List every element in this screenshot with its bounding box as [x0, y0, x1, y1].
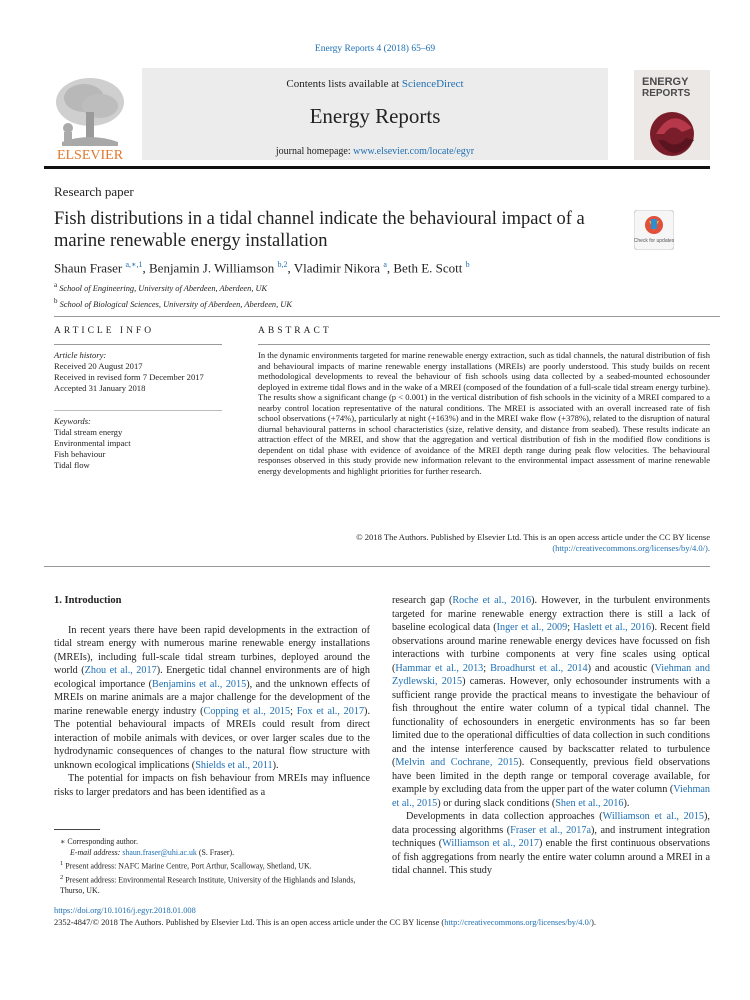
citation-link[interactable]: Copping et al., 2015	[203, 705, 291, 717]
license-link[interactable]: (http://creativecommons.org/licenses/by/4.0/).	[552, 542, 710, 553]
citation-link[interactable]: Fraser et al., 2017a	[510, 824, 591, 836]
keyword: Fish behaviour	[54, 449, 106, 459]
article-history	[54, 350, 222, 394]
citation-link[interactable]: Fox et al., 2017	[296, 705, 365, 717]
footnote-text: Present address: NAFC Marine Centre, Port Arthur, Scalloway, Shetland, UK.	[65, 861, 312, 871]
affiliation-text: School of Biological Sciences, University of Aberdeen, Aberdeen, UK	[59, 299, 292, 309]
author-name: Shaun Fraser	[54, 260, 123, 276]
article-info-heading: ARTICLE INFO	[54, 326, 155, 336]
affiliation-sup: b	[54, 296, 58, 305]
citation-link[interactable]: Zhou et al., 2017	[84, 665, 157, 676]
section-heading: 1. Introduction	[54, 595, 122, 606]
citation-link[interactable]: Melvin and Cochrane, 2015	[395, 757, 519, 768]
author-list: Shaun Fraser $^{a,∗,1}$, Benjamin J. Williamson $^{b,2}$, Vladimir Nikora $^a$, Beth E. Scott $^b$	[54, 260, 470, 276]
author-name: Benjamin J. Williamson	[149, 260, 275, 276]
affiliation	[54, 295, 292, 311]
homepage-link[interactable]: www.elsevier.com/locate/egyr	[353, 146, 475, 157]
body-paragraph: The potential for impacts on fish behaviour from MREIs may influence risks to larger predators and has been identified as a	[54, 773, 370, 798]
keywords-rule	[54, 410, 222, 411]
crossmark-icon	[634, 210, 674, 250]
footnote-text: Present address: Environmental Research Institute, University of the Highlands and Islands, Thurso, UK.	[60, 875, 356, 896]
header-rule	[44, 166, 710, 169]
journal-cover	[634, 70, 710, 160]
author-sup[interactable]: b	[465, 260, 470, 269]
citation-link[interactable]: Williamson et al., 2017	[442, 838, 540, 849]
keyword: Tidal flow	[54, 460, 90, 470]
publisher-logo-text: ELSEVIER	[56, 148, 124, 162]
contents-prefix: Contents lists available at	[286, 78, 402, 90]
history-item: Received in revised form 7 December 2017	[54, 372, 204, 382]
footnote-email	[54, 847, 370, 858]
affiliations	[54, 279, 292, 311]
citation-link[interactable]: Broadhurst et al., 2014	[490, 662, 588, 674]
section-rule	[258, 344, 710, 345]
cover-title-line-1: ENERGY	[642, 76, 689, 88]
abstract-copyright	[258, 532, 710, 553]
history-item: Accepted 31 January 2018	[54, 383, 146, 393]
elsevier-logo	[44, 72, 136, 162]
body-paragraph: Developments in data collection approaches (Williamson et al., 2015), data processing algorithms (Fraser et al., 2017a), and instrument integration techniques (Williamson et al., 2017) enable the first continuous observations of fish aggregations from nearly the entire water column around a MREI in a tidal channel. This study	[392, 811, 710, 876]
footnote-rule	[54, 829, 100, 830]
paragraph-group	[54, 624, 370, 800]
footnotes	[54, 836, 370, 896]
footnote-1: $^1$ Present address: NAFC Marine Centre, Port Arthur, Scalloway, Shetland, UK.	[60, 860, 312, 871]
email-suffix: (S. Fraser).	[198, 848, 235, 857]
body-paragraph: research gap (Roche et al., 2016). However, in the turbulent environments targeted for marine renewable energy extraction there is still a lack of baseline ecological data (Inger et al., 2009; Haslett et al., 2016). Recent field observations around marine renewable energy devices have focussed on fish interactions with turbine components at very fine scales using optical (Hammar et al., 2013; Broadhurst et al., 2014) and acoustic (Viehman and Zydlewski, 2015) cameras. However, only echosounder instruments with a sufficient range provide the practical means to investigate the behaviour of fish throughout the entire water column of a typical tidal channel. The functionality of echosounders in energetic environments has so far been limited due to the operational difficulties of data collection in such conditions and the intense interference caused by backscatter related to turbulence (Melvin and Cochrane, 2015). Consequently, previous field observations have been limited in the depth range or temporal coverage available, for example by excluding data from the upper part of the water column (Viehman et al., 2015) or during slack conditions (Shen et al., 2016).	[392, 595, 710, 809]
body-paragraph: In recent years there have been rapid developments in the extraction of tidal stream energy with numerous marine renewable energy installations (MREIs), including full-scale tidal stream turbines, deployed around the world (Zhou et al., 2017). Energetic tidal channel environments are of high ecological importance (Benjamins et al., 2015), and the unknown effects of MREIs on marine animals are a major challenge for the development of the marine renewable energy industry (Copping et al., 2015; Fox et al., 2017). The potential behavioural impacts of MREIs could result from direct interaction of mobile animals with devices, or over larger scales due to the hydrodynamic consequences of changes to the natural flow structure with unknown ecological implications (Shields et al., 2011).	[54, 624, 371, 771]
affiliation	[54, 279, 292, 295]
abstract-text: In the dynamic environments targeted for marine renewable energy extraction, such as tidal channels, the natural distribution of fish and behavioural impacts of marine renewable energy installations (MREIs) are poorly understood. This study builds on recent methodological developments to reveal the behaviour of fish schools using data collected by a seabed-mounted echosounder deployed in extreme tidal flows and in the wake of a MREI (composed of the foundation of a full-scale tidal stream energy turbine). The results show a significant change (p < 0.001) in the vertical distribution of fish schools in the vicinity of a MREI compared to a nearby control location representative of the natural conditions. The MREI is associated with an overall increased rate of fish school observations (+74%), particularly at night (+163%) and in the MREI wake flow (+378%), related to the disruption of natural diurnal behavioural patterns in school characteristics (size, relative density, and distance from seabed). These results indicate an attraction effect of the MREI, and show that the aggregation and vertical distribution of fish in the modified flow conditions is dependent on tidal phase with evidence of avoidance of the MREI depth range during peak flow velocities. The behavioural responses observed in this study provide new information relevant to the environmental impact assessment of marine renewable energy developments and highlight priorities for further research.	[258, 350, 710, 476]
history-item: Received 20 August 2017	[54, 361, 143, 371]
journal-name: Energy Reports	[309, 104, 441, 128]
article-type: Research paper	[54, 184, 134, 199]
homepage-prefix: journal homepage:	[275, 146, 354, 157]
citation-link[interactable]: Shields et al., 2011	[195, 759, 273, 771]
doi-link-text[interactable]: https://doi.org/10.1016/j.egyr.2018.01.008	[54, 906, 196, 915]
citation-link[interactable]: Roche et al., 2016	[452, 595, 532, 606]
elsevier-tree-icon	[44, 72, 136, 162]
keyword: Tidal stream energy	[54, 427, 123, 437]
section-rule	[54, 316, 720, 317]
author-sup[interactable]: a,∗,1	[125, 260, 143, 269]
abstract-heading: ABSTRACT	[258, 326, 332, 336]
citation-link[interactable]: Benjamins et al., 2015	[152, 678, 247, 690]
author-sup[interactable]: a	[383, 260, 387, 269]
keywords-label: Keywords:	[54, 416, 91, 426]
citation-link[interactable]: Viehman et al., 2015	[392, 784, 710, 809]
history-label: Article history:	[54, 350, 107, 360]
citation-link[interactable]: Inger et al., 2009	[496, 622, 568, 633]
section-rule	[54, 344, 222, 345]
body-column-right	[392, 594, 710, 878]
journal-reference[interactable]: Energy Reports 4 (2018) 65–69	[314, 44, 436, 54]
citation-link[interactable]: Haslett et al., 2016	[573, 622, 652, 633]
homepage-line	[142, 146, 608, 157]
footnote-text: Corresponding author.	[67, 837, 138, 846]
issn-text: 2352-4847/© 2018 The Authors. Published by Elsevier Ltd. This is an open access article under the CC BY license (	[54, 918, 445, 927]
author-name: Vladimir Nikora	[293, 260, 381, 276]
sciencedirect-link[interactable]: ScienceDirect	[401, 78, 464, 90]
contents-line	[142, 78, 608, 90]
email-link[interactable]: shaun.fraser@uhi.ac.uk	[122, 848, 197, 857]
email-label: E-mail address:	[70, 848, 121, 857]
keywords	[54, 416, 222, 471]
footnote-2: $^2$ Present address: Environmental Research Institute, University of the Highlands and Islands, Thurso, UK.	[60, 873, 356, 896]
paragraph-group	[392, 594, 710, 878]
cover-image	[634, 70, 710, 160]
crossmark-label: Check for updates	[634, 238, 674, 244]
article-title: Fish distributions in a tidal channel indicate the behavioural impact of a marine renewable energy installation	[54, 209, 585, 251]
issn-end: ).	[591, 918, 596, 927]
cover-title-line-2: REPORTS	[642, 88, 691, 99]
affiliation-sup: a	[54, 281, 58, 289]
doi-link[interactable]	[54, 906, 196, 915]
footer-license-link[interactable]: http://creativecommons.org/licenses/by/4.0/	[444, 918, 592, 927]
author-sup[interactable]: b,2	[277, 260, 288, 269]
crossmark-badge[interactable]	[634, 210, 674, 250]
footnote-corresponding: ∗ Corresponding author.	[60, 837, 138, 846]
section-rule	[44, 566, 710, 567]
citation-link[interactable]: Shen et al., 2016	[555, 797, 624, 809]
citation-link[interactable]: Hammar et al., 2013	[395, 662, 484, 674]
keyword: Environmental impact	[54, 438, 131, 448]
copyright-text: © 2018 The Authors. Published by Elsevier Ltd. This is an open access article under the CC BY license	[356, 532, 710, 542]
body-column-left	[54, 594, 370, 799]
issn-line	[54, 918, 714, 927]
citation-link[interactable]: Williamson et al., 2015	[602, 811, 705, 822]
affiliation-text: School of Engineering, University of Aberdeen, Aberdeen, UK	[59, 283, 268, 293]
citation-link[interactable]: Viehman and Zydlewski, 2015	[392, 662, 710, 687]
author-name: Beth E. Scott	[393, 260, 463, 276]
